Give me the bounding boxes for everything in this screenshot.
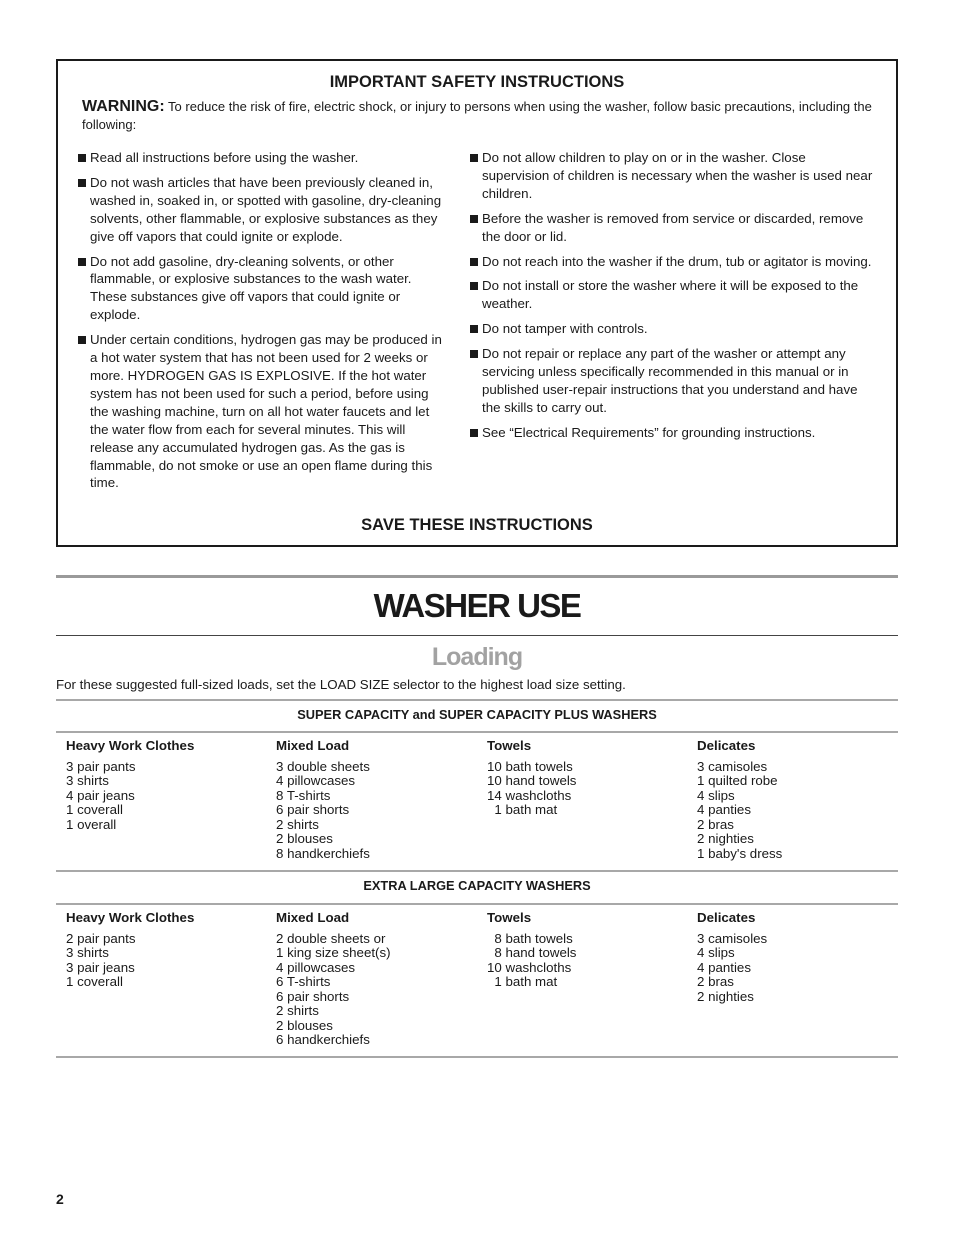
- load-item: 4 slips: [697, 787, 735, 803]
- load-item: 2 bras: [697, 816, 734, 832]
- load-items: [276, 760, 370, 862]
- load-items: [487, 932, 576, 990]
- table-divider: [56, 1056, 898, 1058]
- load-items: [697, 760, 782, 862]
- page-title: WASHER USE: [373, 587, 581, 624]
- safety-item: Under certain conditions, hydrogen gas may be produced in a hot water system that has not been used for 2 weeks or more. HYDROGEN GAS IS EXPLOSIVE. If the hot water system has not been used for such a period, before using the washing machine, turn on all hot water faucets and let the water flow from each for several minutes. This will release any accumulated hydrogen gas. As the gas is flammable, do not smoke or use an open flame during this time.: [76, 331, 446, 492]
- table-divider: [56, 699, 898, 701]
- column-header: Mixed Load: [276, 738, 350, 753]
- title-divider: [56, 635, 898, 636]
- table-divider: [56, 731, 898, 733]
- table-heading: EXTRA LARGE CAPACITY WASHERS: [363, 878, 591, 893]
- load-item: 10 hand towels: [487, 773, 577, 788]
- column-header: Mixed Load: [276, 910, 350, 925]
- load-item: 1 baby's dress: [697, 845, 783, 861]
- safety-item: Do not install or store the washer where it will be exposed to the weather.: [468, 277, 873, 313]
- load-item: 4 pillowcases: [276, 773, 356, 788]
- safety-item: Read all instructions before using the washer.: [76, 149, 446, 167]
- safety-item: Do not wash articles that have been previously cleaned in, washed in, soaked in, or spotted with gasoline, dry-cleaning solvents, other flammable, or explosive substances as they give off vapors that could ignite or explode.: [76, 174, 446, 246]
- warning-paragraph: [82, 98, 872, 134]
- load-column: [66, 739, 194, 832]
- warning-text: To reduce the risk of fire, electric shock, or injury to persons when using the washer, follow basic precautions, including the following:: [82, 99, 872, 132]
- load-item: 4 panties: [697, 802, 751, 817]
- load-item: 2 blouses: [276, 1017, 333, 1033]
- load-column: [276, 739, 370, 861]
- column-header: Heavy Work Clothes: [66, 910, 195, 925]
- load-item: 8 T-shirts: [276, 787, 331, 803]
- load-column: [487, 911, 576, 990]
- load-items: [276, 932, 391, 1048]
- intro-text: For these suggested full-sized loads, set the LOAD SIZE selector to the highest load size setting.: [56, 677, 626, 692]
- load-item: 1 coverall: [66, 802, 123, 817]
- load-item: 2 shirts: [276, 1003, 319, 1018]
- table-divider: [56, 870, 898, 872]
- load-items: [66, 760, 194, 833]
- load-column: [276, 911, 391, 1048]
- safety-item: See “Electrical Requirements” for grounding instructions.: [468, 424, 873, 442]
- square-bullet-icon: [470, 325, 478, 333]
- safety-right-column: [468, 149, 873, 449]
- load-item: 2 double sheets or: [276, 930, 386, 946]
- safety-item: Do not add gasoline, dry-cleaning solvents, or other flammable, or explosive substances to the wash water. These substances give off vapors that could ignite or explode.: [76, 253, 446, 325]
- load-item: 1 quilted robe: [697, 773, 778, 788]
- section-divider: [56, 575, 898, 578]
- load-item: 4 pillowcases: [276, 959, 356, 975]
- load-item: 4 slips: [697, 945, 735, 960]
- load-item: 8 hand towels: [487, 945, 577, 960]
- load-item: 4 panties: [697, 959, 751, 975]
- square-bullet-icon: [78, 179, 86, 187]
- load-item: 6 pair shorts: [276, 988, 350, 1004]
- load-item: 6 pair shorts: [276, 802, 350, 817]
- column-header: Heavy Work Clothes: [66, 738, 195, 753]
- square-bullet-icon: [470, 429, 478, 437]
- save-instructions: SAVE THESE INSTRUCTIONS: [361, 516, 593, 534]
- load-items: [487, 760, 576, 818]
- load-item: 2 blouses: [276, 831, 333, 846]
- load-item: 6 T-shirts: [276, 974, 331, 989]
- column-header: Towels: [487, 910, 532, 925]
- safety-item: Do not allow children to play on or in the washer. Close supervision of children is necessary when the washer is used near children.: [468, 149, 873, 203]
- load-item: 6 handkerchiefs: [276, 1032, 370, 1047]
- square-bullet-icon: [470, 282, 478, 290]
- load-column: [487, 739, 576, 818]
- square-bullet-icon: [470, 350, 478, 358]
- safety-item: Do not repair or replace any part of the washer or attempt any servicing unless specifically recommended in this manual or in published user-repair instructions that you understand and have the skills to carry out.: [468, 345, 873, 417]
- load-item: 3 camisoles: [697, 758, 768, 774]
- square-bullet-icon: [78, 258, 86, 266]
- table-heading: SUPER CAPACITY and SUPER CAPACITY PLUS WASHERS: [297, 707, 657, 722]
- load-item: 2 nighties: [697, 831, 754, 846]
- load-item: 1 bath mat: [487, 974, 558, 989]
- load-column: [697, 739, 782, 861]
- load-item: 4 pair jeans: [66, 787, 135, 803]
- load-item: 3 pair pants: [66, 758, 136, 774]
- load-item: 3 double sheets: [276, 758, 370, 774]
- square-bullet-icon: [78, 336, 86, 344]
- load-item: 1 king size sheet(s): [276, 945, 391, 960]
- section-title: Loading: [431, 643, 523, 671]
- load-item: 8 handkerchiefs: [276, 845, 370, 861]
- load-item: 3 shirts: [66, 773, 109, 788]
- load-item: 2 nighties: [697, 988, 754, 1004]
- load-item: 1 overall: [66, 816, 117, 832]
- safety-left-column: [76, 149, 446, 499]
- square-bullet-icon: [470, 215, 478, 223]
- safety-item: Do not reach into the washer if the drum, tub or agitator is moving.: [468, 253, 873, 271]
- safety-title: IMPORTANT SAFETY INSTRUCTIONS: [329, 73, 625, 91]
- load-item: 8 bath towels: [487, 930, 573, 946]
- load-item: 3 pair jeans: [66, 959, 135, 975]
- column-header: Delicates: [697, 738, 756, 753]
- load-item: 3 shirts: [66, 945, 109, 960]
- load-item: 1 bath mat: [487, 802, 558, 817]
- load-item: 3 camisoles: [697, 930, 768, 946]
- column-header: Towels: [487, 738, 532, 753]
- load-item: 1 coverall: [66, 974, 123, 989]
- load-column: [66, 911, 194, 990]
- safety-item: Before the washer is removed from service or discarded, remove the door or lid.: [468, 210, 873, 246]
- square-bullet-icon: [470, 154, 478, 162]
- load-items: [66, 932, 194, 990]
- load-items: [697, 932, 767, 1005]
- load-item: 2 shirts: [276, 816, 319, 832]
- page-number: 2: [56, 1191, 64, 1207]
- square-bullet-icon: [470, 258, 478, 266]
- warning-label: WARNING:: [82, 98, 165, 115]
- column-header: Delicates: [697, 910, 756, 925]
- load-item: 2 bras: [697, 974, 734, 989]
- safety-instructions-box: [56, 59, 898, 547]
- load-item: 2 pair pants: [66, 930, 136, 946]
- square-bullet-icon: [78, 154, 86, 162]
- load-item: 10 bath towels: [487, 758, 573, 774]
- load-item: 14 washcloths: [487, 787, 572, 803]
- safety-item: Do not tamper with controls.: [468, 320, 873, 338]
- table-divider: [56, 903, 898, 905]
- load-item: 10 washcloths: [487, 959, 572, 975]
- load-column: [697, 911, 767, 1004]
